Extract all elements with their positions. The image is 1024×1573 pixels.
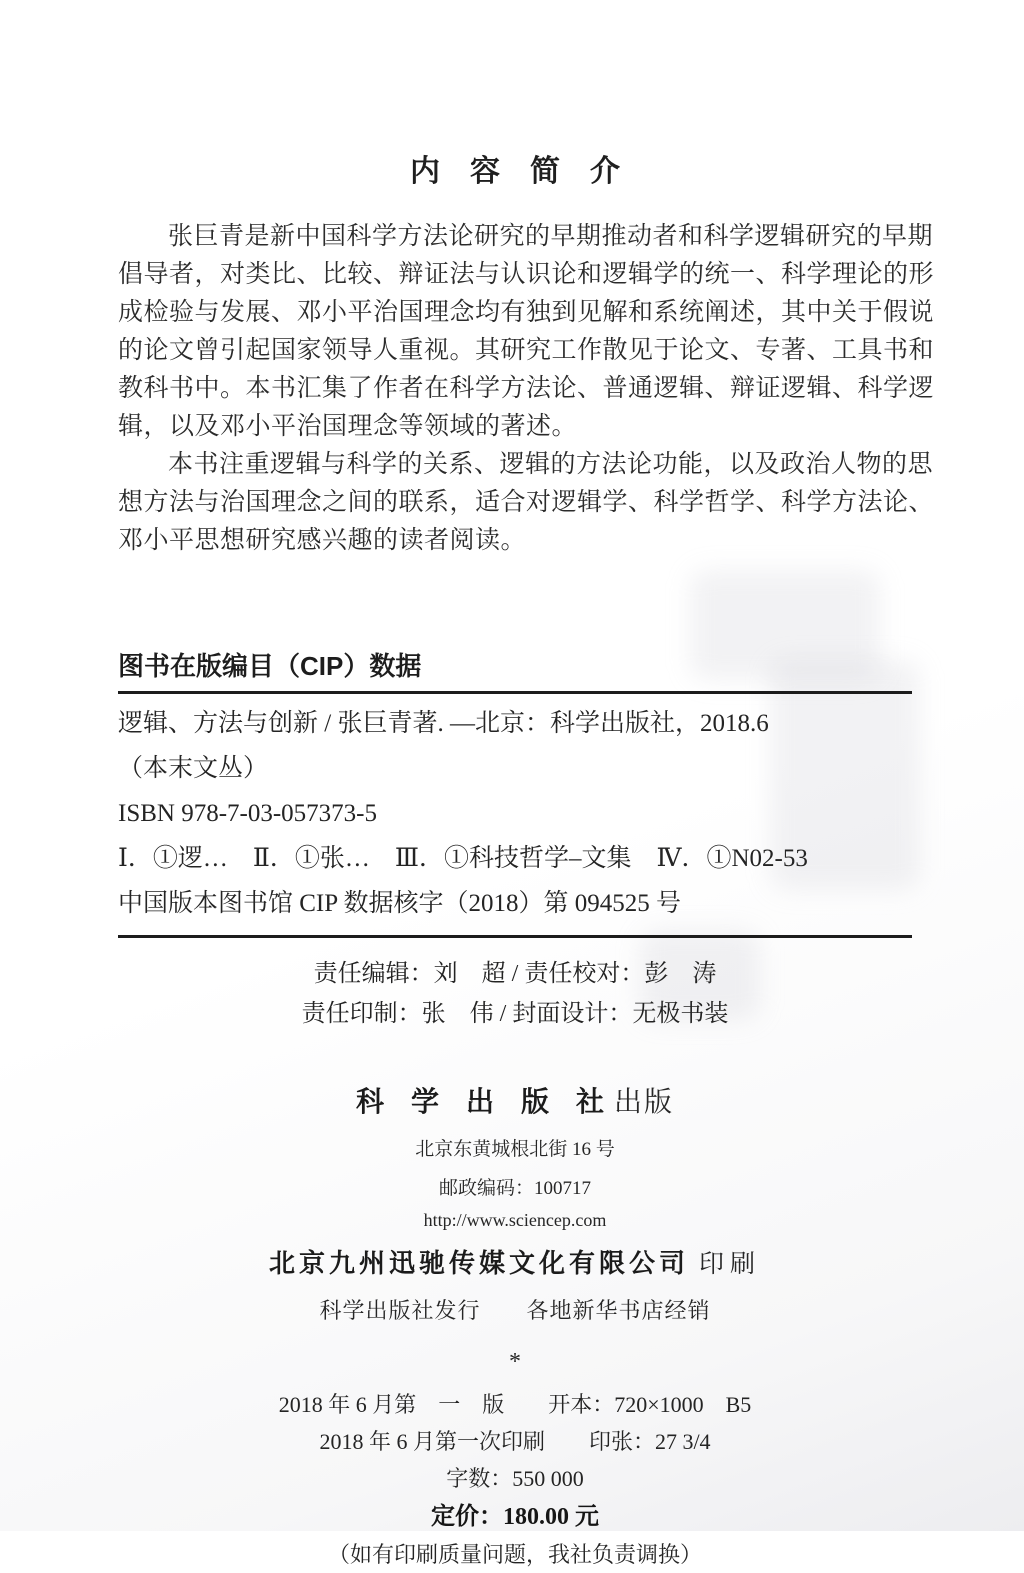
publisher-imprint [118,1080,912,1120]
cip-series-line: （本末文丛） [118,755,269,782]
publisher-logo-text: 科 学 出 版 社 [355,1087,614,1118]
cip-heading: 图书在版编目（CIP）数据 [118,651,422,681]
printer-suffix: 印刷 [699,1251,762,1278]
cip-bottom-rule [118,935,912,938]
intro-line: 邓小平思想研究感兴趣的读者阅读。 [118,527,527,554]
cip-top-rule [118,691,912,694]
publisher-website: http://www.sciencep.com [423,1210,607,1230]
cip-data-block [118,710,912,918]
intro-line: 成检验与发展、邓小平治国理念均有独到见解和系统阐述，其中关于假说 [118,299,935,326]
publisher-postcode: 邮政编码：100717 [438,1178,591,1199]
cip-registry-line: 中国版本图书馆 CIP 数据核字（2018）第 094525 号 [118,890,681,917]
intro-line: 张巨青是新中国科学方法论研究的早期推动者和科学逻辑研究的早期 [168,223,934,250]
staff-credits [118,954,912,1034]
intro-line: 教科书中。本书汇集了作者在科学方法论、普通逻辑、辩证逻辑、科学逻 [118,375,935,402]
quality-note-line: （如有印刷质量问题，我社负责调换） [327,1542,702,1567]
intro-line: 本书注重逻辑与科学的关系、逻辑的方法论功能，以及政治人物的思 [168,451,934,478]
section-divider-asterisk: * [509,1349,521,1375]
staff-line-print-design: 责任印制：张 伟 / 封面设计：无极书装 [301,1001,729,1027]
publisher-block [118,1080,912,1325]
edition-line: 2018 年 6 月第 一 版 开本：720×1000 B5 [278,1392,752,1417]
intro-section [118,218,935,560]
colophon-block [118,1386,912,1573]
printer-name: 北京九州迅驰传媒文化有限公司 [268,1249,689,1278]
printing-line: 2018 年 6 月第一次印刷 印张：27 3/4 [319,1429,711,1454]
intro-paragraph-2 [118,446,935,560]
intro-line: 想方法与治国理念之间的联系，适合对逻辑学、科学哲学、科学方法论、 [118,489,935,516]
intro-line: 的论文曾引起国家领导人重视。其研究工作散见于论文、专著、工具书和 [118,337,935,364]
intro-line: 倡导者，对类比、比较、辩证法与认识论和逻辑学的统一、科学理论的形 [118,261,935,288]
distribution-line: 科学出版社发行 各地新华书店经销 [319,1298,711,1323]
staff-line-editors: 责任编辑：刘 超 / 责任校对：彭 涛 [313,961,717,987]
cip-isbn-line: ISBN 978-7-03-057373-5 [118,800,378,827]
publisher-imprint-suffix: 出版 [614,1087,675,1118]
publisher-address: 北京东黄城根北街 16 号 [415,1139,615,1160]
printer-line [118,1243,912,1280]
cip-title-line: 逻辑、方法与创新 / 张巨青著. —北京：科学出版社，2018.6 [118,710,769,737]
page-title: 内 容 简 介 [410,155,620,188]
wordcount-line: 字数：550 000 [446,1466,584,1491]
intro-line: 辑，以及邓小平治国理念等领域的著述。 [118,413,578,440]
intro-paragraph-1 [118,218,935,446]
price-line: 定价：180.00 元 [431,1504,599,1530]
cip-classification-line: Ⅰ．①逻… Ⅱ．①张… Ⅲ．①科技哲学–文集 Ⅳ．①N02-53 [118,845,808,872]
